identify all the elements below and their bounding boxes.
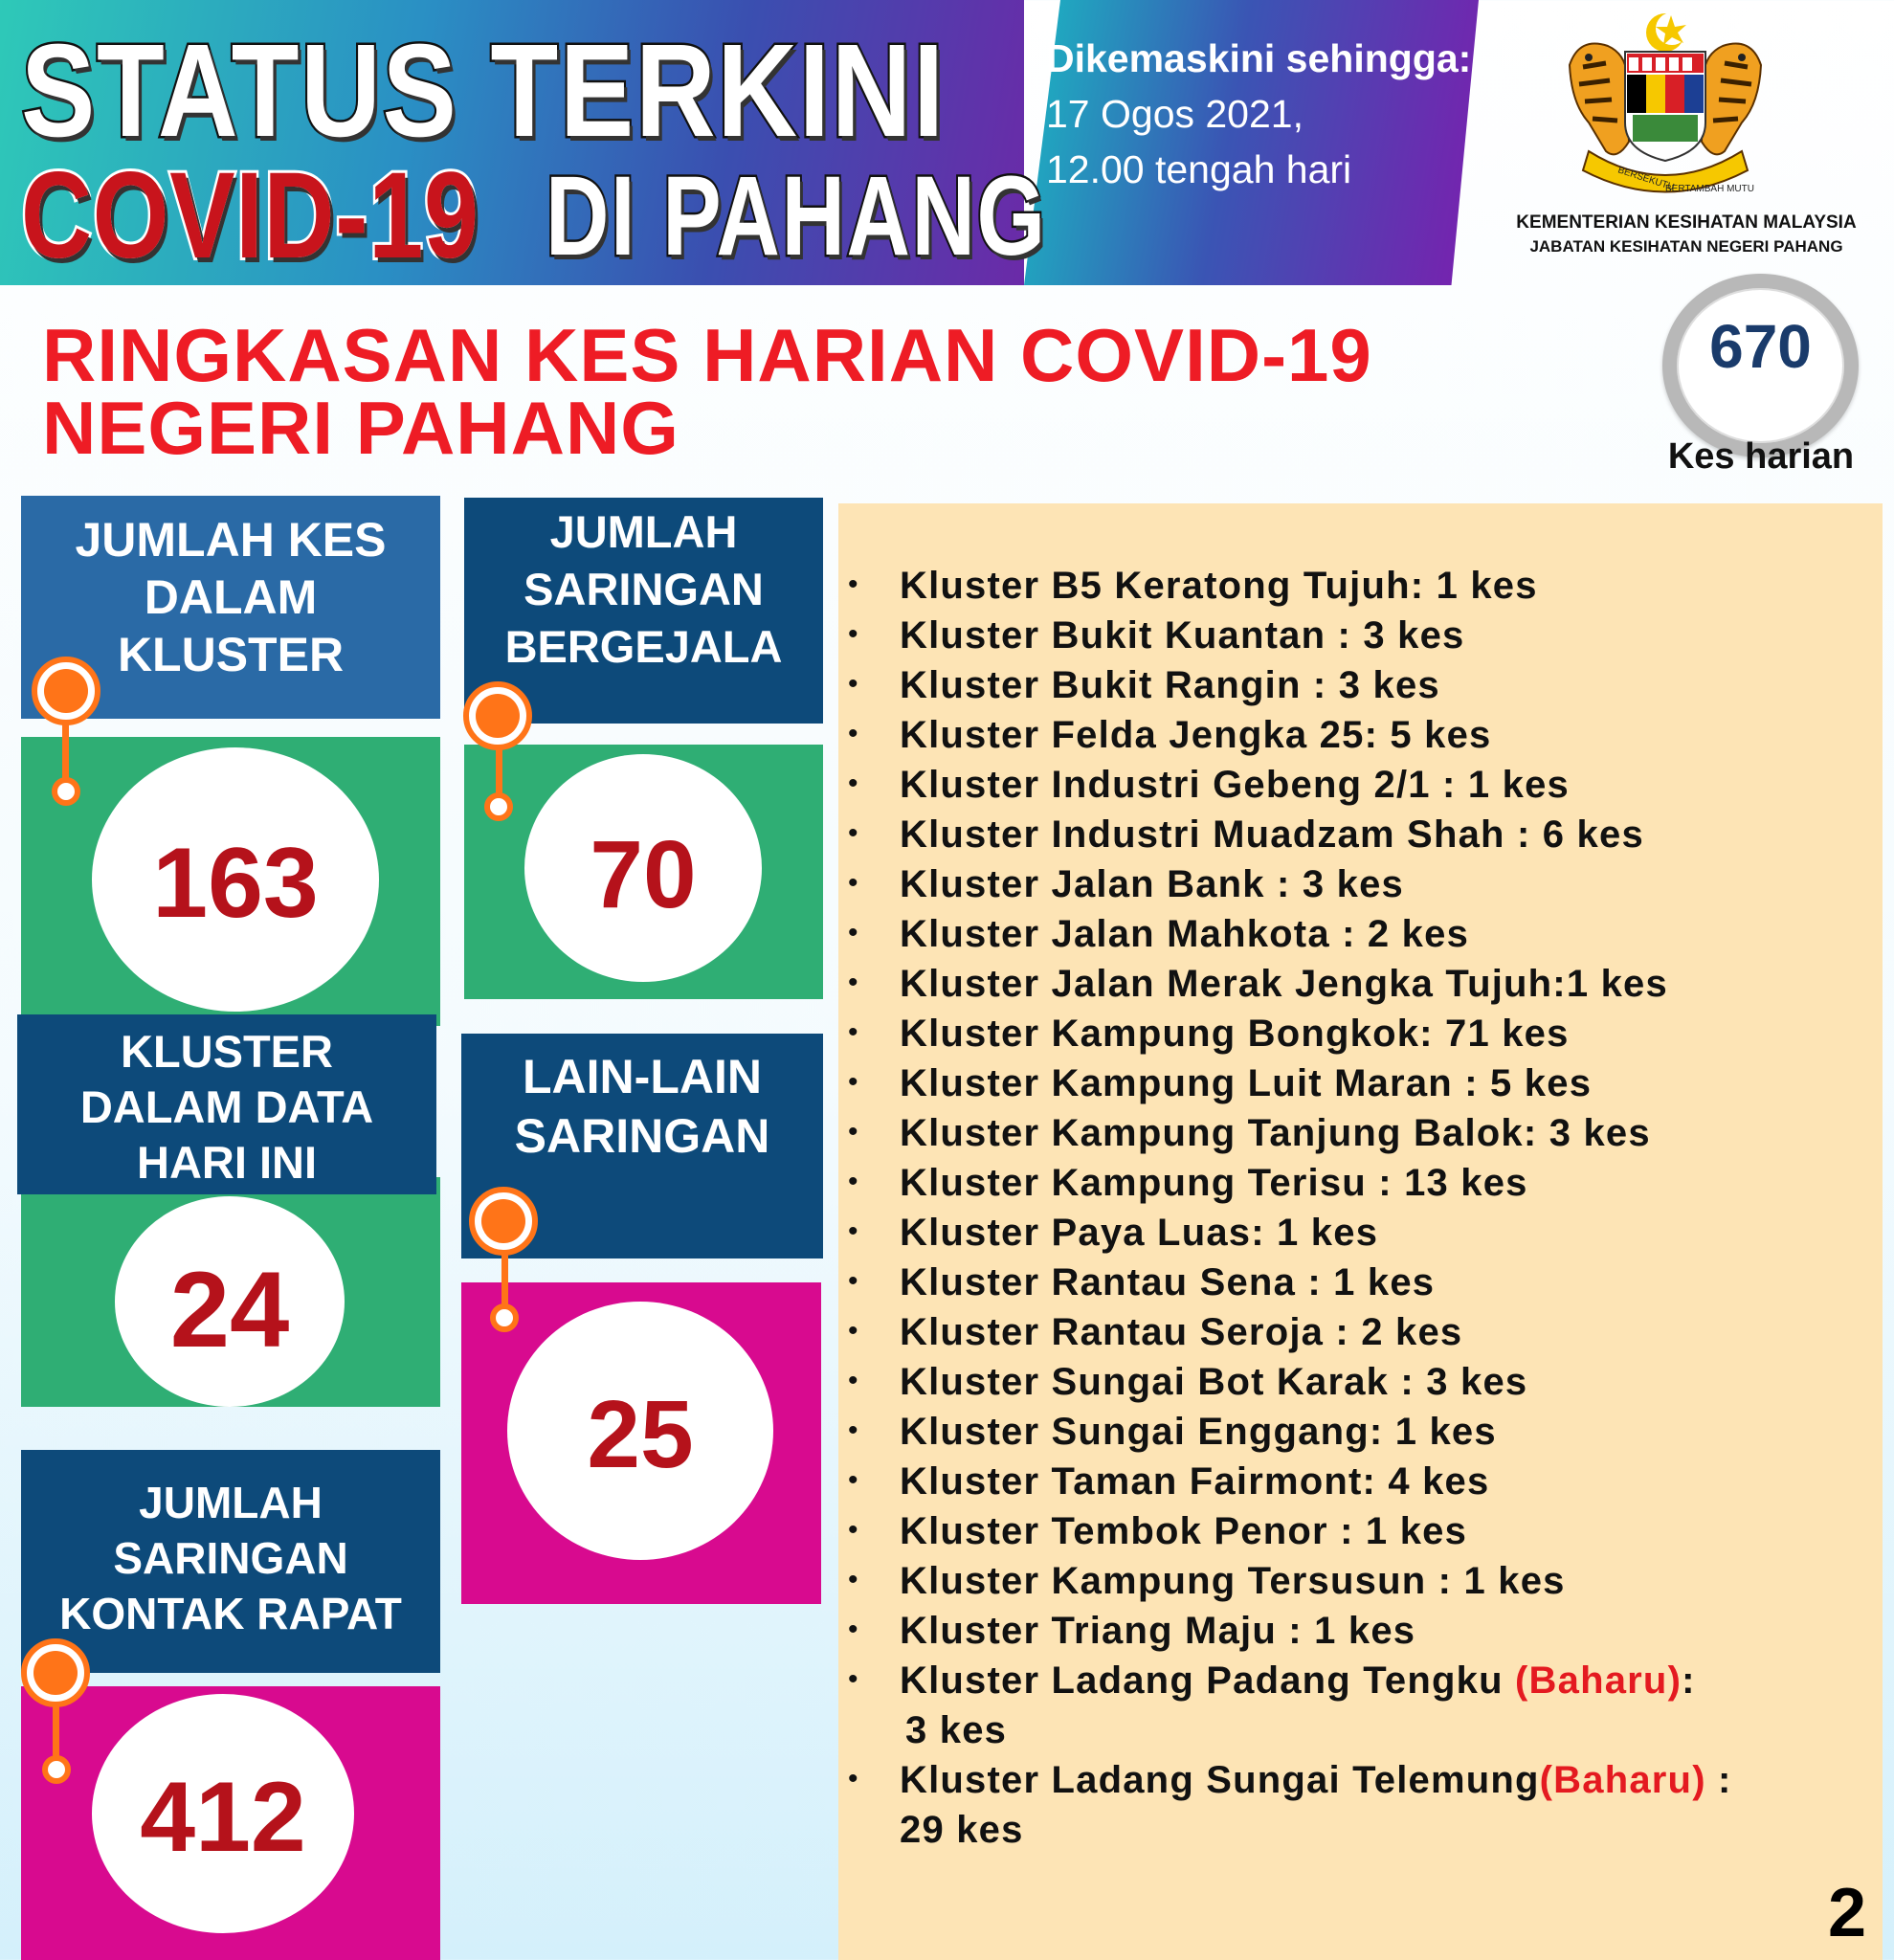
list-item-new [900,1759,1732,1802]
title-di-pahang: DI PAHANG [546,153,1047,279]
cluster-cases-value: 163 [152,828,319,939]
updated-label: Dikemaskini sehingga: [1046,36,1472,80]
new-badge: (Baharu) [1539,1759,1706,1801]
symptomatic-value: 70 [590,821,697,928]
svg-text:BERTAMBAH MUTU: BERTAMBAH MUTU [1665,184,1754,194]
state-department-name: JABATAN KESIHATAN NEGERI PAHANG [1529,237,1843,256]
list-bullet: • [848,1564,858,1595]
list-item: Kluster Taman Fairmont: 4 kes [900,1460,1490,1503]
close-contact-label-line2: SARINGAN [113,1533,348,1583]
list-bullet: • [848,1414,858,1446]
new-badge: (Baharu) [1515,1659,1682,1702]
page-heading-line2: NEGERI PAHANG [42,386,680,470]
list-bullet: • [848,1763,858,1794]
list-item: Kluster Kampung Terisu : 13 kes [900,1162,1528,1204]
cluster-cases-label-line1: JUMLAH KES [75,513,387,567]
clusters-today-header [17,1014,436,1194]
list-bullet: • [848,718,858,749]
list-item: Kluster Jalan Merak Jengka Tujuh:1 kes [900,963,1668,1005]
list-bullet: • [848,1514,858,1546]
list-bullet: • [848,1016,858,1048]
list-item: Kluster Rantau Seroja : 2 kes [900,1311,1463,1353]
cluster-cases-label-line3: KLUSTER [117,628,345,681]
malaysia-coat-of-arms-icon [1550,8,1780,204]
new-cluster-cases: 29 kes [900,1809,1024,1851]
page-heading-line1: RINGKASAN KES HARIAN COVID-19 [42,313,1372,397]
symptomatic-label-line2: SARINGAN [524,564,764,614]
list-item: Kluster Kampung Luit Maran : 5 kes [900,1062,1593,1104]
list-bullet: • [848,618,858,650]
list-item: Kluster Bukit Kuantan : 3 kes [900,614,1465,657]
list-bullet: • [848,1215,858,1247]
clusters-today-label-line1: KLUSTER [121,1026,333,1077]
svg-text:BERSEKUTU: BERSEKUTU [1616,165,1676,193]
new-cluster-cases: 3 kes [905,1709,1008,1751]
close-contact-header [21,1450,440,1673]
updated-time: 12.00 tengah hari [1046,147,1352,191]
list-item: Kluster Tembok Penor : 1 kes [900,1510,1468,1552]
other-screening-label-line2: SARINGAN [514,1109,770,1163]
list-bullet: • [848,967,858,998]
list-item: Kluster Sungai Enggang: 1 kes [900,1411,1497,1453]
updated-date: 17 Ogos 2021, [1046,92,1304,136]
other-screening-value: 25 [587,1381,694,1488]
list-item: Kluster Industri Muadzam Shah : 6 kes [900,813,1644,856]
daily-cases-label: Kes harian [1667,436,1855,477]
symptomatic-label-line3: BERGEJALA [504,621,783,672]
new-cluster-separator: : [1682,1659,1696,1702]
list-item: Kluster Jalan Mahkota : 2 kes [900,913,1470,955]
list-item: Kluster Paya Luas: 1 kes [900,1212,1379,1254]
other-screening-label-line1: LAIN-LAIN [523,1050,762,1103]
map-pin-dot [52,777,80,806]
list-item: Kluster Kampung Tersusun : 1 kes [900,1560,1566,1602]
list-bullet: • [848,768,858,799]
list-item: Kluster Sungai Bot Karak : 3 kes [900,1361,1528,1403]
title-status-terkini: STATUS TERKINI [21,17,946,165]
new-cluster-separator: : [1705,1759,1732,1801]
map-pin-core [44,669,88,713]
list-item: Kluster Rantau Sena : 1 kes [900,1261,1436,1303]
list-bullet: • [848,867,858,899]
map-pin-core [476,694,520,738]
symptomatic-label-line1: JUMLAH [549,506,738,557]
map-pin-dot [490,1303,519,1332]
list-item: Kluster Kampung Tanjung Balok: 3 kes [900,1112,1651,1154]
new-cluster-name: Kluster Ladang Sungai Telemung [900,1759,1540,1801]
list-item: Kluster Felda Jengka 25: 5 kes [900,714,1492,756]
cluster-cases-label-line2: DALAM [144,570,318,624]
map-pin-dot [42,1755,71,1784]
clusters-today-value: 24 [169,1250,290,1370]
list-bullet: • [848,568,858,600]
list-bullet: • [848,1365,858,1396]
list-item: Kluster Industri Gebeng 2/1 : 1 kes [900,764,1570,806]
list-item: Kluster Kampung Bongkok: 71 kes [900,1013,1570,1055]
map-pin-dot [484,792,513,821]
list-bullet: • [848,1464,858,1496]
list-item-new [900,1659,1696,1703]
clusters-today-label-line2: DALAM DATA [79,1081,374,1132]
list-bullet: • [848,1315,858,1347]
map-pin-core [481,1199,525,1243]
map-pin-core [33,1651,78,1695]
list-item: Kluster Triang Maju : 1 kes [900,1610,1416,1652]
close-contact-value: 412 [140,1762,306,1873]
ministry-name: KEMENTERIAN KESIHATAN MALAYSIA [1516,212,1857,233]
list-bullet: • [848,817,858,849]
daily-cases-value: 670 [1709,312,1812,381]
list-bullet: • [848,1116,858,1147]
list-bullet: • [848,1166,858,1197]
list-bullet: • [848,1663,858,1695]
list-bullet: • [848,1614,858,1645]
list-bullet: • [848,917,858,948]
list-bullet: • [848,1066,858,1098]
list-item: Kluster B5 Keratong Tujuh: 1 kes [900,565,1538,607]
close-contact-label-line3: KONTAK RAPAT [59,1589,402,1638]
list-item: Kluster Jalan Bank : 3 kes [900,863,1404,905]
list-bullet: • [848,668,858,700]
clusters-today-label-line3: HARI INI [137,1137,317,1188]
new-cluster-name: Kluster Ladang Padang Tengku [900,1659,1516,1702]
list-item: Kluster Bukit Rangin : 3 kes [900,664,1440,706]
close-contact-label-line1: JUMLAH [139,1478,323,1527]
list-bullet: • [848,1265,858,1297]
title-covid19: COVID-19 [21,147,479,284]
page-number: 2 [1828,1875,1867,1951]
